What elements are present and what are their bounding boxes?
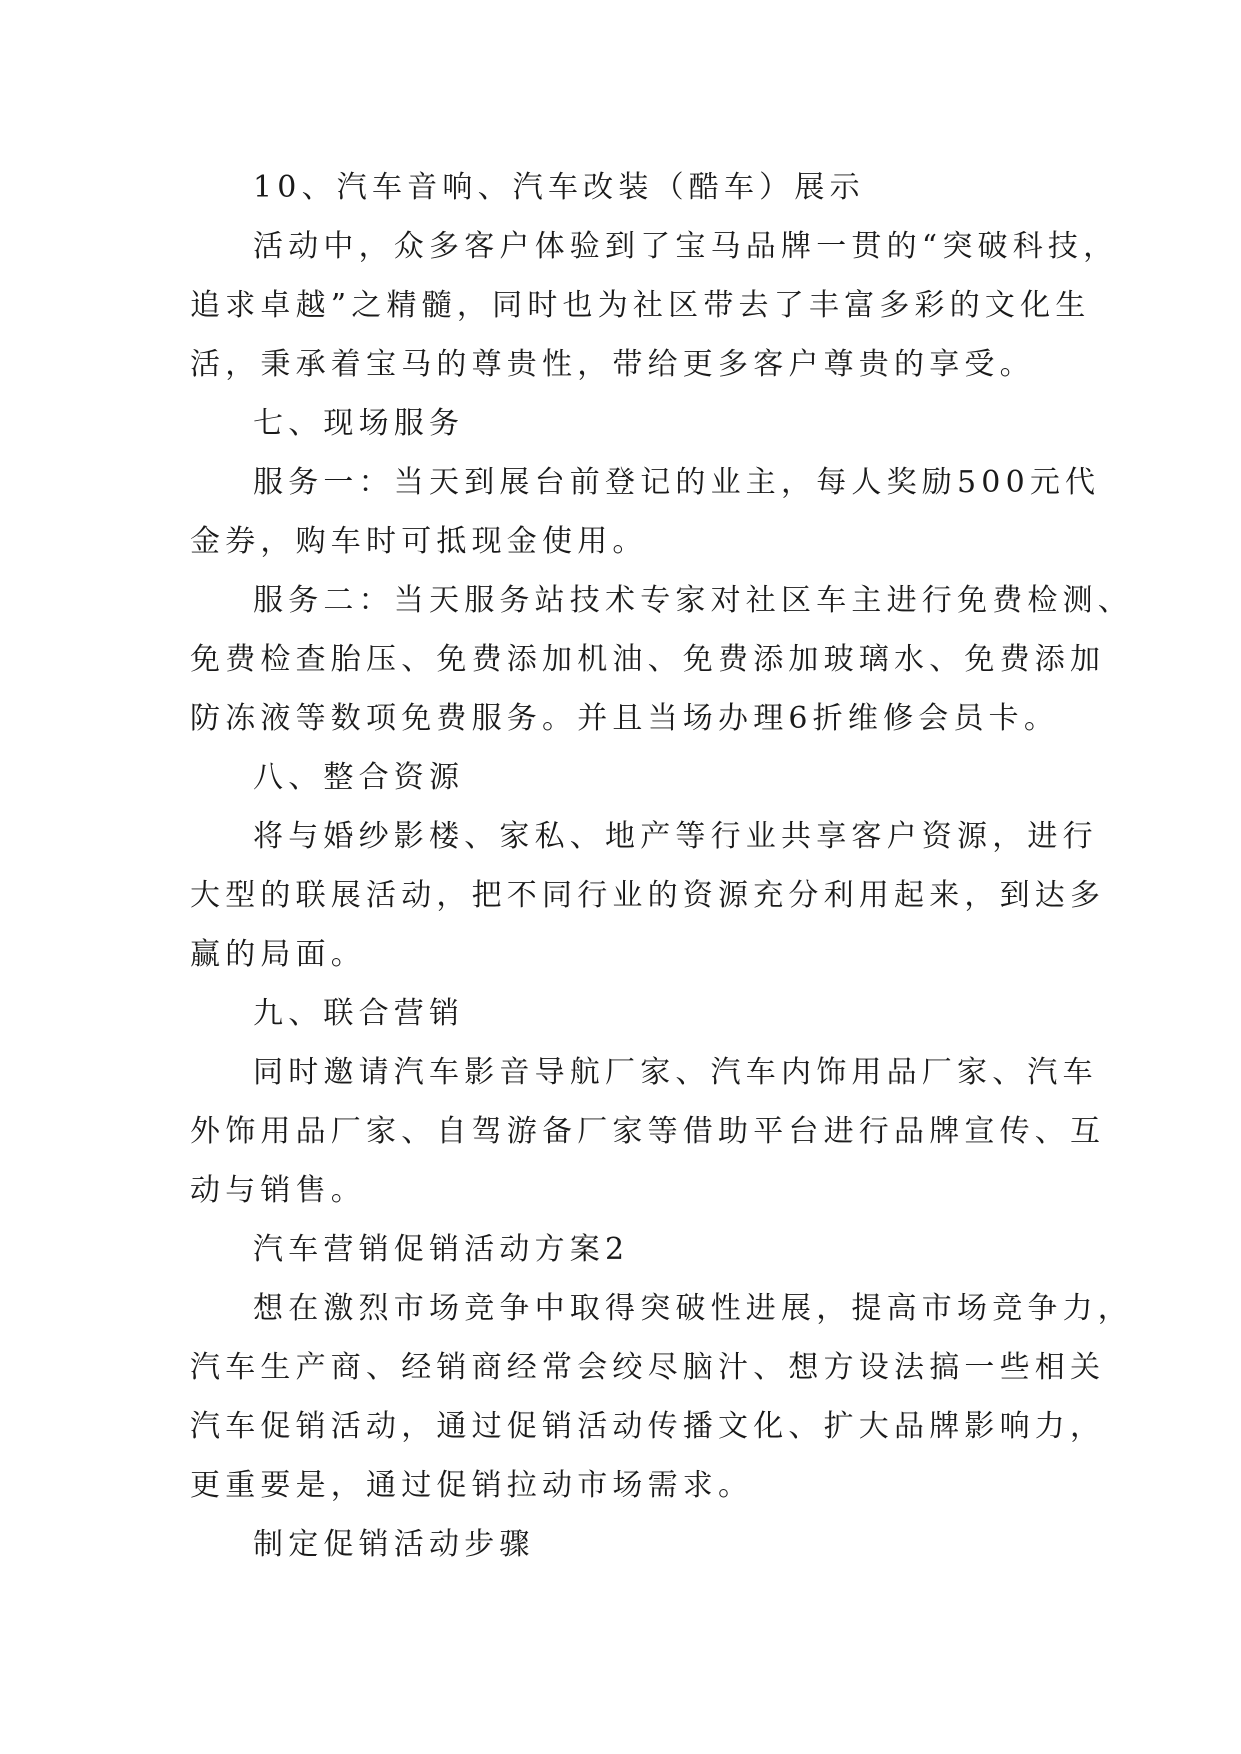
paragraph-line: 追求卓越”之精髓，同时也为社区带去了丰富多彩的文化生 xyxy=(190,288,1091,323)
section-item-heading: 10、汽车音响、汽车改装（酷车）展示 xyxy=(253,170,865,205)
paragraph-line: 大型的联展活动，把不同行业的资源充分利用起来，到达多 xyxy=(190,878,1106,913)
paragraph-line: 将与婚纱影楼、家私、地产等行业共享客户资源，进行 xyxy=(253,819,1098,854)
paragraph-line: 防冻液等数项免费服务。并且当场办理6折维修会员卡。 xyxy=(190,701,1060,736)
paragraph-line: 汽车促销活动，通过促销活动传播文化、扩大品牌影响力， xyxy=(190,1409,1106,1444)
paragraph-line: 金券，购车时可抵现金使用。 xyxy=(190,524,648,559)
paragraph-line: 更重要是，通过促销拉动市场需求。 xyxy=(190,1468,754,1503)
paragraph-line: 外饰用品厂家、自驾游备厂家等借助平台进行品牌宣传、互 xyxy=(190,1114,1106,1149)
paragraph-line: 活，秉承着宝马的尊贵性，带给更多客户尊贵的享受。 xyxy=(190,347,1035,382)
paragraph-line: 汽车生产商、经销商经常会绞尽脑汁、想方设法搞一些相关 xyxy=(190,1350,1106,1385)
section-heading: 七、现场服务 xyxy=(253,406,465,441)
paragraph-line: 活动中，众多客户体验到了宝马品牌一贯的“突破科技， xyxy=(253,229,1119,264)
document-subtitle: 汽车营销促销活动方案2 xyxy=(253,1232,630,1267)
paragraph-line: 动与销售。 xyxy=(190,1173,366,1208)
paragraph-line: 同时邀请汽车影音导航厂家、汽车内饰用品厂家、汽车 xyxy=(253,1055,1098,1090)
paragraph-line: 想在激烈市场竞争中取得突破性进展，提高市场竞争力， xyxy=(253,1291,1133,1326)
paragraph-line: 制定促销活动步骤 xyxy=(253,1527,535,1562)
paragraph-line: 服务一：当天到展台前登记的业主，每人奖励500元代 xyxy=(253,465,1101,500)
paragraph-line: 赢的局面。 xyxy=(190,937,366,972)
paragraph-line: 服务二：当天服务站技术专家对社区车主进行免费检测、 xyxy=(253,583,1133,618)
paragraph-line: 免费检查胎压、免费添加机油、免费添加玻璃水、免费添加 xyxy=(190,642,1106,677)
section-heading: 九、联合营销 xyxy=(253,996,465,1031)
section-heading: 八、整合资源 xyxy=(253,760,465,795)
document-body xyxy=(190,158,1133,1574)
